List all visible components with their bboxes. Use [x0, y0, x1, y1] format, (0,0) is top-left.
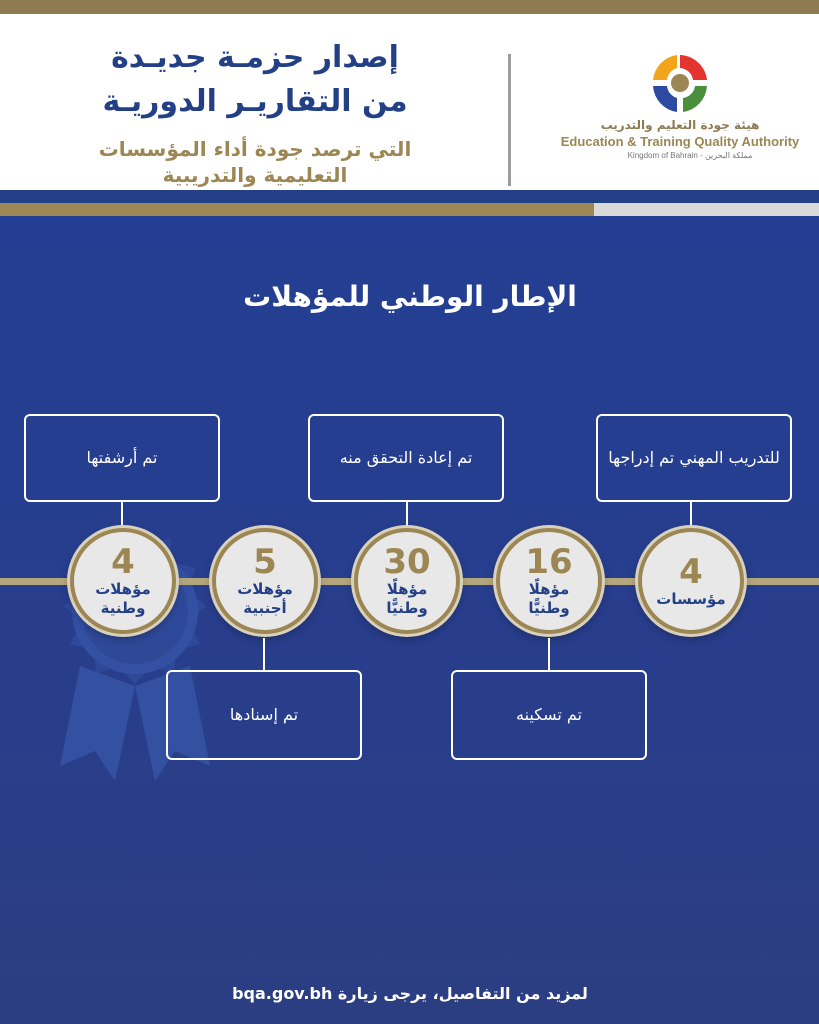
header-divider [508, 54, 511, 186]
stat-number-foreign: 5 [253, 542, 277, 582]
stat-label-institutions: مؤسسات [656, 589, 726, 608]
note-box-archived [24, 414, 220, 502]
header-subtitle-line-1: التي ترصد جودة أداء المؤسسات [98, 137, 412, 161]
logo-english-name: Education & Training Quality Authority [560, 134, 800, 149]
stat-label-archived: مؤهلات وطنية [95, 580, 151, 617]
note-box-vocational [596, 414, 792, 502]
note-text-placed: تم تسكينه [516, 705, 582, 724]
stat-number-institutions: 4 [679, 551, 703, 592]
header [0, 14, 819, 190]
note-text-vocational: للتدريب المهني تم إدراجها [608, 448, 780, 467]
stat-label-foreign: مؤهلات أجنبية [237, 580, 293, 617]
footer-text: لمزيد من التفاصيل، يرجى زيارة bqa.gov.bh [232, 984, 588, 1003]
note-text-reverified: تم إعادة التحقق منه [339, 448, 473, 467]
top-gold-bar [0, 0, 819, 14]
note-box-foreign [166, 670, 362, 760]
header-title-line-2: من التقاريـر الدوريـة [102, 84, 408, 119]
note-text-archived: تم أرشفتها [86, 448, 158, 467]
band-gold [0, 203, 594, 216]
stat-circle-placed [496, 528, 602, 634]
stat-label-reverified: مؤهلًا وطنيًّا [386, 580, 428, 617]
header-title-block [40, 36, 470, 188]
stat-circle-foreign [212, 528, 318, 634]
section-title: الإطار الوطني للمؤهلات [243, 280, 577, 313]
header-title-line-1: إصدار حزمـة جديـدة [111, 40, 399, 75]
stat-number-placed: 16 [525, 542, 573, 582]
band-navy [0, 190, 819, 203]
connector-foreign [263, 638, 265, 670]
header-subtitle-line-2: التعليمية والتدريبية [162, 163, 348, 187]
connector-placed [548, 638, 550, 670]
note-box-reverified [308, 414, 504, 502]
stat-circle-institutions [638, 528, 744, 634]
band-grey [594, 203, 819, 216]
stat-number-archived: 4 [111, 542, 135, 582]
stat-circle-archived [70, 528, 176, 634]
stat-label-placed: مؤهلًا وطنيًّا [528, 580, 570, 617]
main-panel [0, 216, 819, 1024]
logo-arabic-name: هيئة جودة التعليم والتدريب [600, 118, 760, 132]
note-box-placed [451, 670, 647, 760]
stat-number-reverified: 30 [383, 542, 431, 582]
note-text-foreign: تم إسنادها [229, 705, 299, 724]
logo-kingdom: Kingdom of Bahrain - مملكة البحرين [627, 151, 753, 160]
bqa-logo-icon [645, 50, 715, 116]
stat-circle-reverified [354, 528, 460, 634]
bqa-logo [560, 50, 800, 180]
